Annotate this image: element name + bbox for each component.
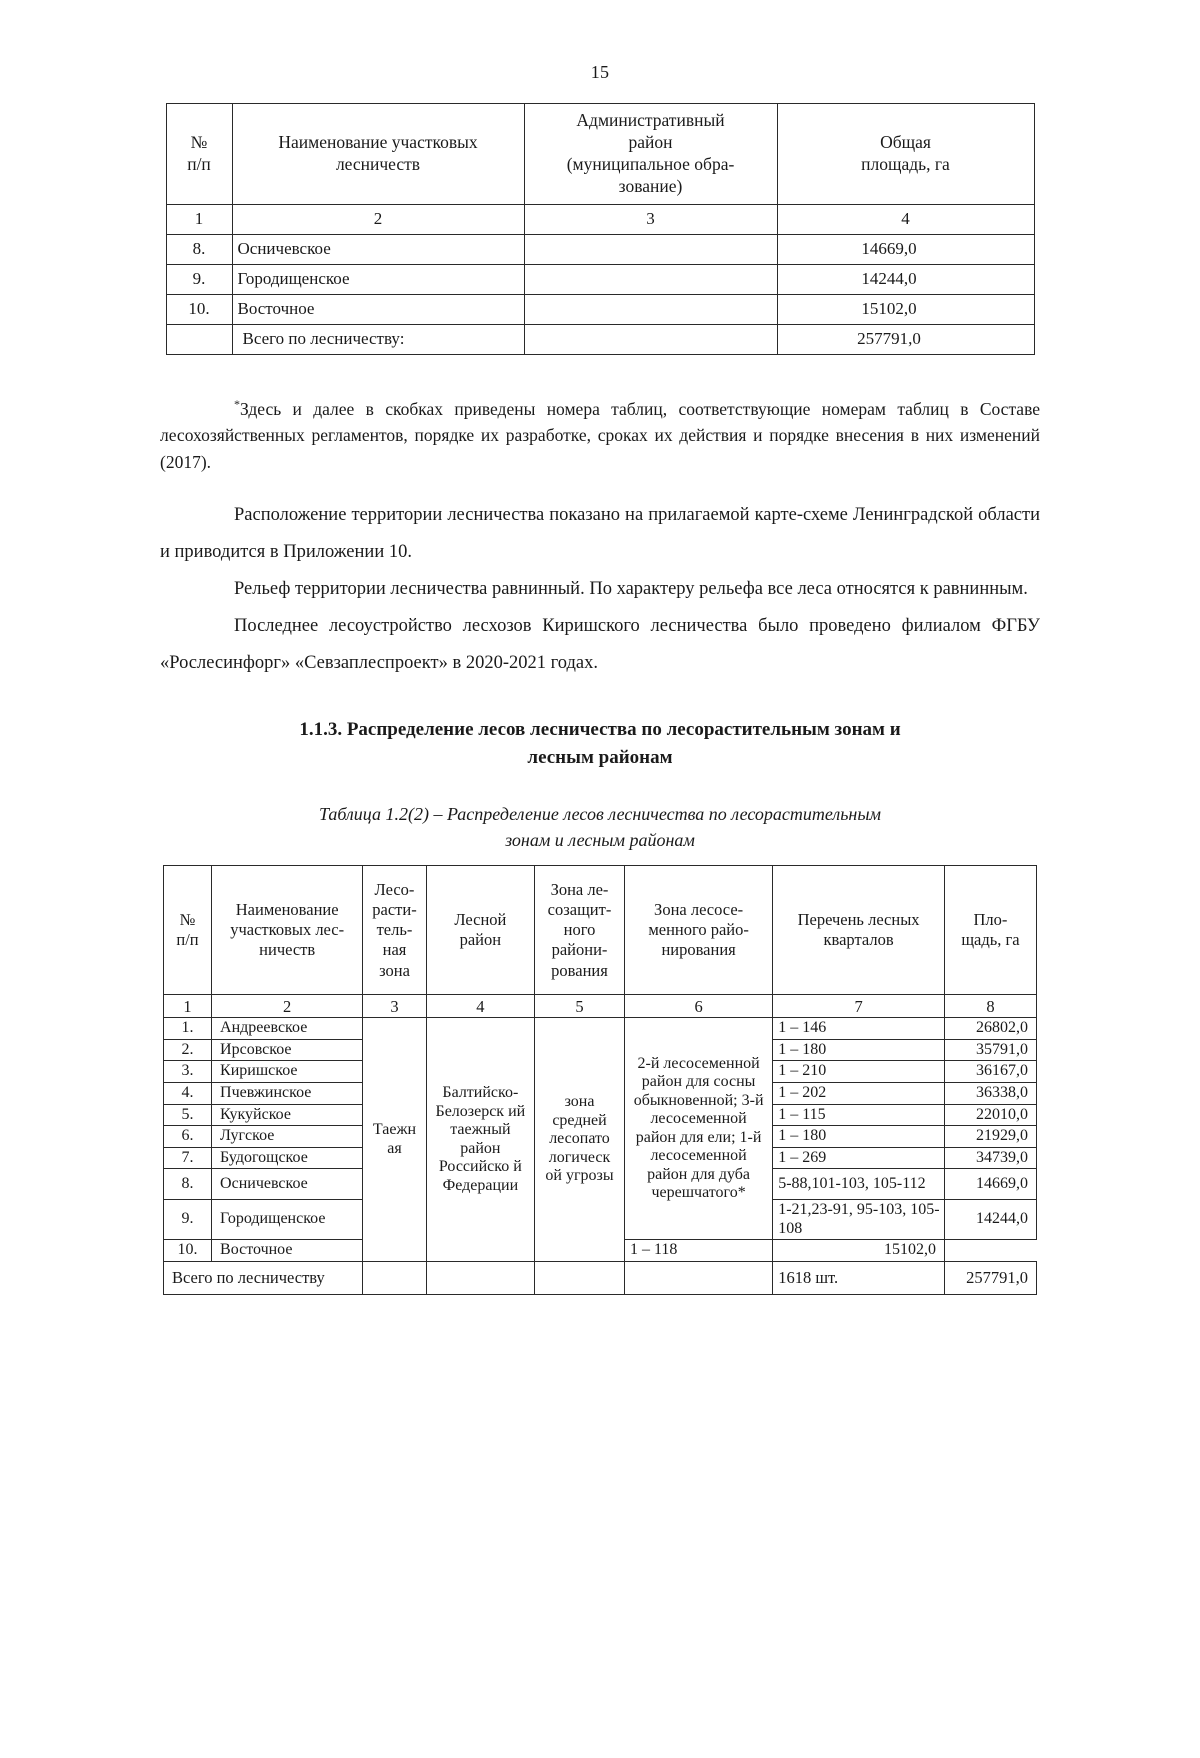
row-area: 21929,0 [944, 1126, 1036, 1148]
header-seed-line2: менного райо- [648, 920, 749, 940]
table-forest-zones-distribution [163, 865, 1037, 1294]
header-region-line2: район [459, 930, 502, 950]
merged-vegetation-zone: Таежн ая [363, 1018, 426, 1261]
header-seed-line3: нирования [661, 940, 736, 960]
row-district [524, 294, 777, 324]
row-index: 8. [166, 234, 232, 264]
row-forestry-name: Пчевжинское [212, 1083, 363, 1105]
total-area: 257791,0 [944, 1261, 1036, 1294]
row-forestry-name: Киришское [212, 1061, 363, 1083]
header-area-line2: щадь, га [961, 930, 1020, 950]
table-two-column-numbers-row [164, 995, 1037, 1018]
column-number: 3 [524, 204, 777, 234]
header-protection-line1: Зона ле- [550, 880, 609, 900]
row-area: 14244,0 [944, 1200, 1036, 1240]
row-area: 26802,0 [944, 1018, 1036, 1040]
body-text-block [160, 355, 1040, 854]
total-seed-blank [624, 1261, 772, 1294]
header-area-line2: площадь, га [861, 153, 950, 174]
row-area: 14669,0 [777, 234, 1034, 264]
header-forestry-line2: участковых лес- [230, 920, 345, 940]
column-number: 7 [773, 995, 945, 1018]
row-forestry-name: Восточное [232, 294, 524, 324]
section-heading-line1: 1.1.3. Распределение лесов лесничества по лесорастительным зонам и [299, 719, 901, 741]
row-forestry-name: Ирсовское [212, 1039, 363, 1061]
column-number: 1 [166, 204, 232, 234]
header-zone-line3: тель- [376, 920, 413, 940]
row-index: 3. [164, 1061, 212, 1083]
total-district [524, 324, 777, 354]
header-area-line1: Пло- [973, 910, 1008, 930]
row-index: 4. [164, 1083, 212, 1105]
total-area: 257791,0 [777, 324, 1034, 354]
header-district-line1: Административный [576, 110, 725, 130]
row-quarters: 1-21,23-91, 95-103, 105-108 [773, 1200, 945, 1240]
table-one-header-row [166, 104, 1034, 205]
row-district [524, 264, 777, 294]
column-number: 4 [777, 204, 1034, 234]
header-cell-vegetation-zone [363, 866, 426, 995]
row-area: 14669,0 [944, 1169, 1036, 1200]
header-name-line1: Наименование участковых [278, 131, 478, 152]
header-cell-area [944, 866, 1036, 995]
table-row [164, 1018, 1037, 1040]
total-region-blank [426, 1261, 534, 1294]
row-area: 15102,0 [777, 294, 1034, 324]
row-area: 15102,0 [773, 1240, 945, 1262]
header-protection-line4: райони- [551, 940, 608, 960]
header-cell-quarters [773, 866, 945, 995]
header-zone-line4: ная [382, 940, 407, 960]
header-cell-protection-zone [535, 866, 625, 995]
row-index: 6. [164, 1126, 212, 1148]
header-number-line1: № [190, 131, 208, 152]
row-index: 5. [164, 1104, 212, 1126]
row-forestry-name: Будогощское [212, 1147, 363, 1169]
section-heading [220, 716, 980, 771]
merged-seed-region: 2-й лесосеменной район для сосны обыкновенной; 3-й лесосеменной район для ели; 1-й лесосеменной район для дуба черешчатого* [624, 1018, 772, 1240]
header-number-line2: п/п [176, 930, 199, 950]
header-protection-line5: рования [551, 960, 608, 980]
table-one-column-numbers-row [166, 204, 1034, 234]
header-cell-forestry-name [212, 866, 363, 995]
row-quarters: 5-88,101-103, 105-112 [773, 1169, 945, 1200]
table-caption-line2: зонам и лесным районам [505, 830, 695, 851]
header-number-line2: п/п [187, 153, 211, 174]
header-cell-number [166, 104, 232, 205]
row-index: 10. [166, 294, 232, 324]
row-area: 36167,0 [944, 1061, 1036, 1083]
total-zone-blank [363, 1261, 426, 1294]
row-area: 35791,0 [944, 1039, 1036, 1061]
row-index: 8. [164, 1169, 212, 1200]
page-number: 15 [590, 62, 610, 82]
row-forestry-name: Лугское [212, 1126, 363, 1148]
header-name-line2: лесничеств [335, 153, 421, 174]
row-area: 36338,0 [944, 1083, 1036, 1105]
total-label: Всего по лесничеству: [232, 324, 524, 354]
footnote-paragraph [160, 395, 1040, 476]
row-quarters: 1 – 269 [773, 1147, 945, 1169]
table-row [166, 294, 1034, 324]
row-forestry-name: Осничевское [232, 234, 524, 264]
row-index: 9. [164, 1200, 212, 1240]
total-index-blank [166, 324, 232, 354]
header-quarters-line1: Перечень лесных [797, 910, 920, 930]
footnote-text: Здесь и далее в скобках приведены номера таблиц, соответствующие номерам таблиц в Составе лесохозяйственных регламентов, порядке их разработке, сроках их действия и порядке внесения в них изменений (2017). [160, 398, 1040, 472]
paragraph-location: Расположение территории лесничества показано на прилагаемой карте-схеме Ленинградской области и приводится в Приложении 10. [160, 505, 1040, 563]
header-zone-line2: расти- [372, 900, 417, 920]
table-row [166, 264, 1034, 294]
header-protection-line3: ного [563, 920, 596, 940]
column-number: 6 [624, 995, 772, 1018]
column-number: 2 [232, 204, 524, 234]
table-row [166, 234, 1034, 264]
column-number: 4 [426, 995, 534, 1018]
header-cell-seed-region [624, 866, 772, 995]
header-cell-forest-region [426, 866, 534, 995]
row-quarters: 1 – 115 [773, 1104, 945, 1126]
column-number: 3 [363, 995, 426, 1018]
row-index: 9. [166, 264, 232, 294]
row-forestry-name: Осничевское [212, 1169, 363, 1200]
total-label: Всего по лесничеству [164, 1261, 363, 1294]
merged-forest-region: Балтийско-Белозерск ий таежный район Российско й Федерации [426, 1018, 534, 1261]
row-quarters: 1 – 146 [773, 1018, 945, 1040]
row-quarters: 1 – 202 [773, 1083, 945, 1105]
header-district-line4: зование) [618, 175, 683, 196]
header-number-line1: № [179, 910, 196, 930]
row-forestry-name: Городищенское [212, 1200, 363, 1240]
row-forestry-name: Городищенское [232, 264, 524, 294]
table-two-caption [200, 801, 1000, 853]
column-number: 1 [164, 995, 212, 1018]
header-forestry-line3: ничеств [259, 940, 316, 960]
section-heading-line2: лесным районам [527, 746, 673, 768]
row-index: 1. [164, 1018, 212, 1040]
column-number: 2 [212, 995, 363, 1018]
row-area: 34739,0 [944, 1147, 1036, 1169]
row-forestry-name: Андреевское [212, 1018, 363, 1040]
header-zone-line5: зона [379, 960, 410, 980]
table-one-total-row [166, 324, 1034, 354]
row-quarters: 1 – 180 [773, 1126, 945, 1148]
header-protection-line2: созащит- [547, 900, 612, 920]
header-seed-line1: Зона лесосе- [654, 900, 744, 920]
document-page [0, 62, 1200, 1758]
footnote-marker: * [234, 396, 240, 411]
column-number: 5 [535, 995, 625, 1018]
header-zone-line1: Лесо- [374, 880, 415, 900]
total-protection-blank [535, 1261, 625, 1294]
row-area: 22010,0 [944, 1104, 1036, 1126]
merged-protection-zone: зона средней лесопато логическ ой угрозы [535, 1018, 625, 1261]
table-participating-forestries [166, 103, 1035, 355]
table-caption-line1: Таблица 1.2(2) – Распределение лесов лесничества по лесорастительным [318, 804, 882, 825]
header-cell-district [524, 104, 777, 205]
table-two-header-row [164, 866, 1037, 995]
header-region-line1: Лесной [454, 910, 507, 930]
header-quarters-line2: кварталов [823, 930, 894, 950]
row-forestry-name: Кукуйское [212, 1104, 363, 1126]
row-area: 14244,0 [777, 264, 1034, 294]
header-district-line2: район [628, 131, 673, 152]
row-index: 2. [164, 1039, 212, 1061]
total-quarters: 1618 шт. [773, 1261, 945, 1294]
paragraph-relief: Рельеф территории лесничества равнинный. По характеру рельефа все леса относятся к равнинным. [234, 579, 1028, 600]
paragraph-forest-management: Последнее лесоустройство лесхозов Киришского лесничества было проведено филиалом ФГБУ «Рослесинфорг» «Севзаплеспроект» в 2020-2021 годах. [160, 616, 1040, 674]
row-index: 10. [164, 1240, 212, 1262]
row-quarters: 1 – 180 [773, 1039, 945, 1061]
header-cell-name [232, 104, 524, 205]
header-cell-number [164, 866, 212, 995]
row-district [524, 234, 777, 264]
column-number: 8 [944, 995, 1036, 1018]
header-forestry-line1: Наименование [235, 900, 339, 920]
row-index: 7. [164, 1147, 212, 1169]
header-area-line1: Общая [880, 131, 931, 152]
header-cell-area [777, 104, 1034, 205]
row-forestry-name: Восточное [212, 1240, 363, 1262]
row-quarters: 1 – 118 [624, 1240, 772, 1262]
table-two-total-row [164, 1261, 1037, 1294]
header-district-line3: (муниципальное обра- [566, 153, 735, 174]
row-quarters: 1 – 210 [773, 1061, 945, 1083]
